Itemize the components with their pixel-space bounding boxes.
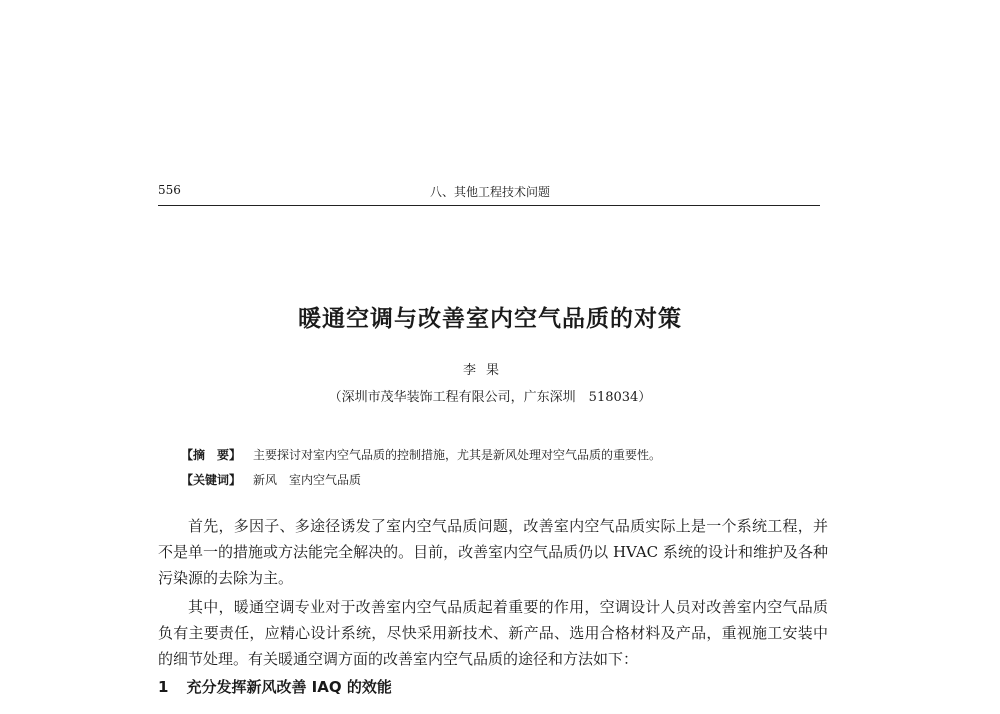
- author-name: 李果: [462, 363, 509, 378]
- abstract-label: 【摘 要】: [181, 448, 242, 462]
- abstract-text: 主要探讨对室内空气品质的控制措施，尤其是新风处理对空气品质的重要性。: [253, 448, 662, 462]
- abstract: [181, 446, 661, 463]
- section-heading: [158, 676, 392, 697]
- section-number: 1: [158, 678, 169, 696]
- author-affiliation: （深圳市茂华装饰工程有限公司，广东深圳 518034）: [328, 390, 652, 405]
- body-paragraph: 其中，暖通空调专业对于改善室内空气品质起着重要的作用，空调设计人员对改善室内空气品质负有主要责任，应精心设计系统，尽快采用新技术、新产品、选用合格材料及产品，重视施工安装中的细节处理。有关暖通空调方面的改善室内空气品质的途径和方法如下：: [158, 598, 828, 668]
- running-header: 八、其他工程技术问题: [429, 185, 550, 199]
- header-divider: [158, 205, 820, 206]
- keywords-label: 【关键词】: [181, 473, 242, 487]
- keywords: [181, 471, 361, 488]
- page-number: 556: [158, 183, 181, 197]
- section-title: 充分发挥新风改善 IAQ 的效能: [186, 678, 392, 696]
- keywords-text: 新风 室内空气品质: [253, 473, 362, 487]
- article-title: 暖通空调与改善室内空气品质的对策: [298, 305, 682, 332]
- body-paragraph: 首先，多因子、多途径诱发了室内空气品质问题，改善室内空气品质实际上是一个系统工程，并不是单一的措施或方法能完全解决的。目前，改善室内空气品质仍以 HVAC 系统的设计和维护及各种污染源的去除为主。: [158, 517, 828, 587]
